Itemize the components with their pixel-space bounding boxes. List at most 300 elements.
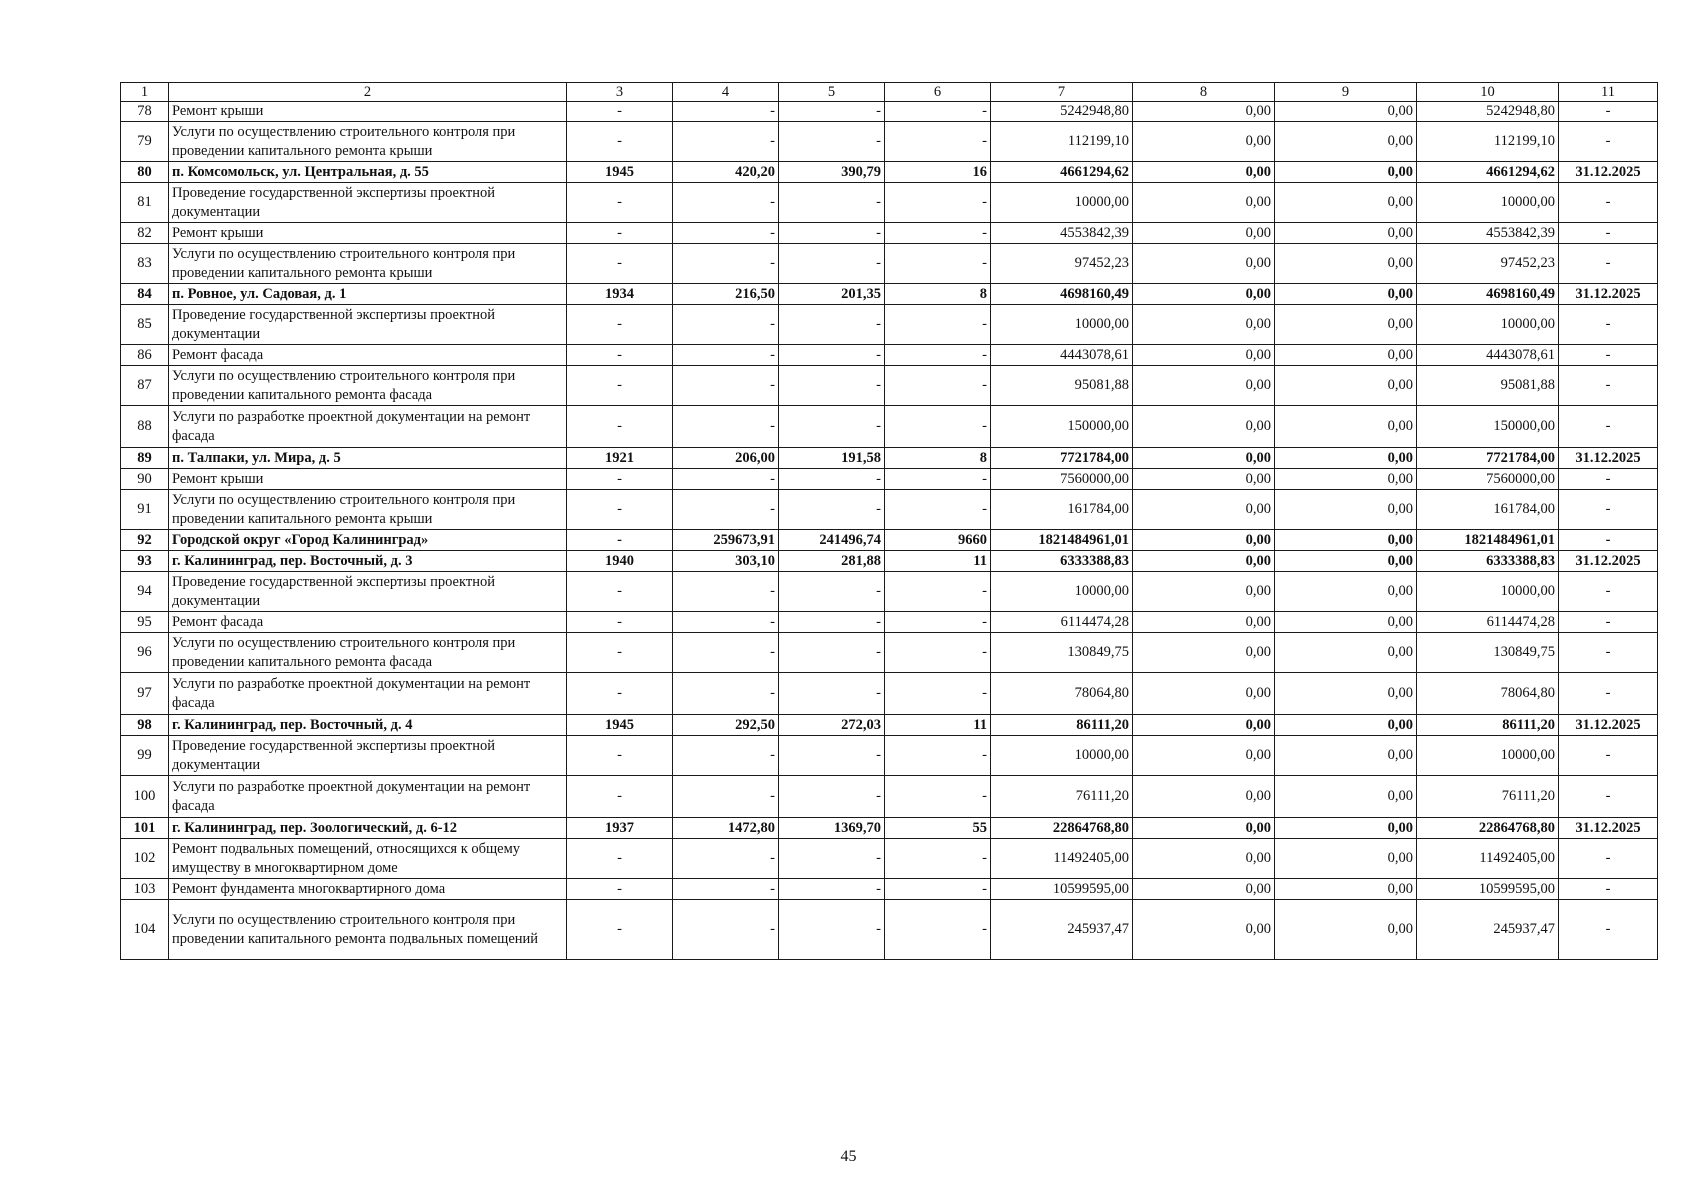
- work-item-row: [121, 673, 1658, 715]
- item-name: Ремонт подвальных помещений, относящихся к общему имуществу в многоквартирном доме: [169, 839, 567, 879]
- deadline-cell: -: [1559, 839, 1658, 879]
- fund-cost-cell: 10000,00: [1417, 305, 1559, 345]
- row-number: 82: [121, 223, 169, 244]
- area-living-cell: -: [779, 612, 885, 633]
- area-total-cell: -: [673, 345, 779, 366]
- year-cell: -: [567, 102, 673, 122]
- residents-cell: -: [885, 612, 991, 633]
- row-number: 79: [121, 122, 169, 162]
- deadline-cell: 31.12.2025: [1559, 162, 1658, 183]
- fund-cost-cell: 4661294,62: [1417, 162, 1559, 183]
- cost-col9-cell: 0,00: [1275, 305, 1417, 345]
- deadline-cell: 31.12.2025: [1559, 818, 1658, 839]
- item-name: Ремонт крыши: [169, 102, 567, 122]
- cost-col9-cell: 0,00: [1275, 572, 1417, 612]
- residents-cell: 8: [885, 448, 991, 469]
- column-header-4: 4: [673, 83, 779, 102]
- cost-col9-cell: 0,00: [1275, 839, 1417, 879]
- area-total-cell: -: [673, 673, 779, 715]
- area-living-cell: -: [779, 345, 885, 366]
- cost-col8-cell: 0,00: [1133, 183, 1275, 223]
- fund-cost-cell: 10000,00: [1417, 736, 1559, 776]
- fund-cost-cell: 6333388,83: [1417, 551, 1559, 572]
- row-number: 78: [121, 102, 169, 122]
- deadline-cell: -: [1559, 572, 1658, 612]
- deadline-cell: -: [1559, 244, 1658, 284]
- year-cell: -: [567, 572, 673, 612]
- residents-cell: -: [885, 406, 991, 448]
- fund-cost-cell: 150000,00: [1417, 406, 1559, 448]
- cost-col8-cell: 0,00: [1133, 122, 1275, 162]
- cost-col8-cell: 0,00: [1133, 633, 1275, 673]
- object-row: [121, 818, 1658, 839]
- area-living-cell: -: [779, 839, 885, 879]
- item-name: Услуги по осуществлению строительного контроля при проведении капитального ремонта крыши: [169, 244, 567, 284]
- cost-col9-cell: 0,00: [1275, 612, 1417, 633]
- fund-cost-cell: 4553842,39: [1417, 223, 1559, 244]
- fund-cost-cell: 5242948,80: [1417, 102, 1559, 122]
- total-cost-cell: 6333388,83: [991, 551, 1133, 572]
- total-cost-cell: 130849,75: [991, 633, 1133, 673]
- cost-col8-cell: 0,00: [1133, 776, 1275, 818]
- column-header-3: 3: [567, 83, 673, 102]
- row-number: 88: [121, 406, 169, 448]
- deadline-cell: -: [1559, 223, 1658, 244]
- item-name: Услуги по осуществлению строительного контроля при проведении капитального ремонта фасада: [169, 366, 567, 406]
- area-living-cell: 272,03: [779, 715, 885, 736]
- deadline-cell: -: [1559, 102, 1658, 122]
- residents-cell: -: [885, 633, 991, 673]
- total-cost-cell: 7560000,00: [991, 469, 1133, 490]
- residents-cell: 11: [885, 551, 991, 572]
- column-header-6: 6: [885, 83, 991, 102]
- row-number: 81: [121, 183, 169, 223]
- total-cost-cell: 112199,10: [991, 122, 1133, 162]
- deadline-cell: -: [1559, 612, 1658, 633]
- row-number: 103: [121, 879, 169, 900]
- area-total-cell: -: [673, 839, 779, 879]
- item-name: Проведение государственной экспертизы проектной документации: [169, 305, 567, 345]
- fund-cost-cell: 11492405,00: [1417, 839, 1559, 879]
- residents-cell: -: [885, 102, 991, 122]
- work-item-row: [121, 244, 1658, 284]
- row-number: 87: [121, 366, 169, 406]
- residents-cell: -: [885, 366, 991, 406]
- area-living-cell: -: [779, 900, 885, 960]
- residents-cell: -: [885, 122, 991, 162]
- area-living-cell: -: [779, 366, 885, 406]
- deadline-cell: -: [1559, 736, 1658, 776]
- residents-cell: 55: [885, 818, 991, 839]
- fund-cost-cell: 130849,75: [1417, 633, 1559, 673]
- area-total-cell: -: [673, 776, 779, 818]
- item-name: г. Калининград, пер. Зоологический, д. 6-12: [169, 818, 567, 839]
- item-name: Проведение государственной экспертизы проектной документации: [169, 572, 567, 612]
- year-cell: -: [567, 839, 673, 879]
- cost-col9-cell: 0,00: [1275, 469, 1417, 490]
- cost-col8-cell: 0,00: [1133, 900, 1275, 960]
- area-total-cell: -: [673, 183, 779, 223]
- total-cost-cell: 95081,88: [991, 366, 1133, 406]
- row-number: 85: [121, 305, 169, 345]
- cost-col9-cell: 0,00: [1275, 183, 1417, 223]
- deadline-cell: 31.12.2025: [1559, 284, 1658, 305]
- work-item-row: [121, 122, 1658, 162]
- deadline-cell: -: [1559, 469, 1658, 490]
- row-number: 92: [121, 530, 169, 551]
- item-name: Услуги по разработке проектной документации на ремонт фасада: [169, 406, 567, 448]
- item-name: Услуги по разработке проектной документации на ремонт фасада: [169, 673, 567, 715]
- object-row: [121, 551, 1658, 572]
- year-cell: -: [567, 345, 673, 366]
- residents-cell: -: [885, 469, 991, 490]
- fund-cost-cell: 4443078,61: [1417, 345, 1559, 366]
- deadline-cell: -: [1559, 633, 1658, 673]
- area-total-cell: -: [673, 244, 779, 284]
- total-cost-cell: 11492405,00: [991, 839, 1133, 879]
- residents-cell: 16: [885, 162, 991, 183]
- work-item-row: [121, 183, 1658, 223]
- residents-cell: -: [885, 305, 991, 345]
- table-body: [121, 102, 1658, 960]
- fund-cost-cell: 10000,00: [1417, 183, 1559, 223]
- item-name: Услуги по разработке проектной документации на ремонт фасада: [169, 776, 567, 818]
- work-item-row: [121, 366, 1658, 406]
- item-name: Услуги по осуществлению строительного контроля при проведении капитального ремонта крыши: [169, 122, 567, 162]
- work-item-row: [121, 879, 1658, 900]
- area-living-cell: -: [779, 183, 885, 223]
- residents-cell: -: [885, 223, 991, 244]
- year-cell: 1945: [567, 715, 673, 736]
- work-item-row: [121, 469, 1658, 490]
- cost-col8-cell: 0,00: [1133, 839, 1275, 879]
- total-cost-cell: 10000,00: [991, 736, 1133, 776]
- row-number: 90: [121, 469, 169, 490]
- deadline-cell: 31.12.2025: [1559, 551, 1658, 572]
- row-number: 96: [121, 633, 169, 673]
- area-living-cell: -: [779, 736, 885, 776]
- cost-col8-cell: 0,00: [1133, 284, 1275, 305]
- row-number: 94: [121, 572, 169, 612]
- residents-cell: -: [885, 776, 991, 818]
- cost-col8-cell: 0,00: [1133, 818, 1275, 839]
- year-cell: -: [567, 406, 673, 448]
- total-cost-cell: 97452,23: [991, 244, 1133, 284]
- cost-col9-cell: 0,00: [1275, 879, 1417, 900]
- deadline-cell: -: [1559, 490, 1658, 530]
- fund-cost-cell: 78064,80: [1417, 673, 1559, 715]
- deadline-cell: -: [1559, 183, 1658, 223]
- area-living-cell: -: [779, 223, 885, 244]
- fund-cost-cell: 7560000,00: [1417, 469, 1559, 490]
- cost-col9-cell: 0,00: [1275, 673, 1417, 715]
- item-name: Ремонт крыши: [169, 223, 567, 244]
- cost-col8-cell: 0,00: [1133, 490, 1275, 530]
- fund-cost-cell: 4698160,49: [1417, 284, 1559, 305]
- deadline-cell: 31.12.2025: [1559, 448, 1658, 469]
- work-item-row: [121, 776, 1658, 818]
- cost-col9-cell: 0,00: [1275, 900, 1417, 960]
- area-total-cell: 292,50: [673, 715, 779, 736]
- year-cell: -: [567, 490, 673, 530]
- cost-col8-cell: 0,00: [1133, 530, 1275, 551]
- residents-cell: -: [885, 839, 991, 879]
- area-total-cell: -: [673, 572, 779, 612]
- column-header-9: 9: [1275, 83, 1417, 102]
- cost-col9-cell: 0,00: [1275, 406, 1417, 448]
- cost-col8-cell: 0,00: [1133, 305, 1275, 345]
- year-cell: 1945: [567, 162, 673, 183]
- area-total-cell: -: [673, 612, 779, 633]
- item-name: Городской округ «Город Калининград»: [169, 530, 567, 551]
- cost-col9-cell: 0,00: [1275, 633, 1417, 673]
- area-living-cell: 390,79: [779, 162, 885, 183]
- cost-col9-cell: 0,00: [1275, 162, 1417, 183]
- residents-cell: -: [885, 244, 991, 284]
- work-item-row: [121, 572, 1658, 612]
- total-cost-cell: 10000,00: [991, 183, 1133, 223]
- row-number: 93: [121, 551, 169, 572]
- column-header-7: 7: [991, 83, 1133, 102]
- column-header-2: 2: [169, 83, 567, 102]
- total-cost-cell: 10000,00: [991, 572, 1133, 612]
- cost-col9-cell: 0,00: [1275, 366, 1417, 406]
- area-total-cell: -: [673, 633, 779, 673]
- row-number: 98: [121, 715, 169, 736]
- fund-cost-cell: 10000,00: [1417, 572, 1559, 612]
- area-total-cell: -: [673, 305, 779, 345]
- area-total-cell: -: [673, 406, 779, 448]
- area-total-cell: -: [673, 736, 779, 776]
- deadline-cell: -: [1559, 879, 1658, 900]
- area-total-cell: -: [673, 469, 779, 490]
- cost-col8-cell: 0,00: [1133, 162, 1275, 183]
- row-number: 100: [121, 776, 169, 818]
- residents-cell: -: [885, 572, 991, 612]
- year-cell: -: [567, 776, 673, 818]
- work-item-row: [121, 612, 1658, 633]
- capital-repair-table: [120, 82, 1658, 960]
- row-number: 83: [121, 244, 169, 284]
- year-cell: 1940: [567, 551, 673, 572]
- area-total-cell: -: [673, 102, 779, 122]
- area-living-cell: -: [779, 469, 885, 490]
- cost-col8-cell: 0,00: [1133, 406, 1275, 448]
- row-number: 91: [121, 490, 169, 530]
- work-item-row: [121, 839, 1658, 879]
- deadline-cell: -: [1559, 122, 1658, 162]
- year-cell: -: [567, 900, 673, 960]
- fund-cost-cell: 245937,47: [1417, 900, 1559, 960]
- area-living-cell: -: [779, 406, 885, 448]
- residents-cell: -: [885, 183, 991, 223]
- row-number: 95: [121, 612, 169, 633]
- fund-cost-cell: 161784,00: [1417, 490, 1559, 530]
- work-item-row: [121, 900, 1658, 960]
- item-name: Ремонт крыши: [169, 469, 567, 490]
- fund-cost-cell: 112199,10: [1417, 122, 1559, 162]
- column-header-5: 5: [779, 83, 885, 102]
- cost-col9-cell: 0,00: [1275, 776, 1417, 818]
- total-cost-cell: 6114474,28: [991, 612, 1133, 633]
- cost-col8-cell: 0,00: [1133, 612, 1275, 633]
- year-cell: 1937: [567, 818, 673, 839]
- year-cell: -: [567, 879, 673, 900]
- area-total-cell: 1472,80: [673, 818, 779, 839]
- item-name: Услуги по осуществлению строительного контроля при проведении капитального ремонта крыши: [169, 490, 567, 530]
- column-header-11: 11: [1559, 83, 1658, 102]
- item-name: Услуги по осуществлению строительного контроля при проведении капитального ремонта подвальных помещений: [169, 900, 567, 960]
- item-name: Проведение государственной экспертизы проектной документации: [169, 183, 567, 223]
- row-number: 99: [121, 736, 169, 776]
- residents-cell: -: [885, 490, 991, 530]
- area-living-cell: -: [779, 490, 885, 530]
- fund-cost-cell: 86111,20: [1417, 715, 1559, 736]
- row-number: 97: [121, 673, 169, 715]
- cost-col8-cell: 0,00: [1133, 572, 1275, 612]
- object-row: [121, 162, 1658, 183]
- area-total-cell: -: [673, 223, 779, 244]
- item-name: Ремонт фундамента многоквартирного дома: [169, 879, 567, 900]
- deadline-cell: -: [1559, 673, 1658, 715]
- deadline-cell: -: [1559, 406, 1658, 448]
- cost-col8-cell: 0,00: [1133, 223, 1275, 244]
- object-row: [121, 284, 1658, 305]
- fund-cost-cell: 6114474,28: [1417, 612, 1559, 633]
- total-cost-cell: 22864768,80: [991, 818, 1133, 839]
- row-number: 102: [121, 839, 169, 879]
- item-name: Услуги по осуществлению строительного контроля при проведении капитального ремонта фасада: [169, 633, 567, 673]
- cost-col8-cell: 0,00: [1133, 469, 1275, 490]
- cost-col8-cell: 0,00: [1133, 345, 1275, 366]
- total-cost-cell: 4443078,61: [991, 345, 1133, 366]
- deadline-cell: -: [1559, 776, 1658, 818]
- deadline-cell: 31.12.2025: [1559, 715, 1658, 736]
- cost-col9-cell: 0,00: [1275, 284, 1417, 305]
- cost-col9-cell: 0,00: [1275, 551, 1417, 572]
- year-cell: -: [567, 633, 673, 673]
- deadline-cell: -: [1559, 345, 1658, 366]
- fund-cost-cell: 97452,23: [1417, 244, 1559, 284]
- cost-col9-cell: 0,00: [1275, 715, 1417, 736]
- cost-col8-cell: 0,00: [1133, 673, 1275, 715]
- row-number: 86: [121, 345, 169, 366]
- cost-col8-cell: 0,00: [1133, 366, 1275, 406]
- area-total-cell: 216,50: [673, 284, 779, 305]
- cost-col9-cell: 0,00: [1275, 490, 1417, 530]
- cost-col9-cell: 0,00: [1275, 530, 1417, 551]
- cost-col8-cell: 0,00: [1133, 244, 1275, 284]
- total-cost-cell: 86111,20: [991, 715, 1133, 736]
- area-living-cell: -: [779, 633, 885, 673]
- residents-cell: -: [885, 879, 991, 900]
- cost-col9-cell: 0,00: [1275, 244, 1417, 284]
- column-header-10: 10: [1417, 83, 1559, 102]
- residents-cell: 9660: [885, 530, 991, 551]
- deadline-cell: -: [1559, 900, 1658, 960]
- object-row: [121, 448, 1658, 469]
- area-living-cell: -: [779, 102, 885, 122]
- year-cell: -: [567, 244, 673, 284]
- area-total-cell: 303,10: [673, 551, 779, 572]
- deadline-cell: -: [1559, 305, 1658, 345]
- cost-col9-cell: 0,00: [1275, 448, 1417, 469]
- area-living-cell: -: [779, 879, 885, 900]
- total-cost-cell: 5242948,80: [991, 102, 1133, 122]
- total-cost-cell: 7721784,00: [991, 448, 1133, 469]
- total-cost-cell: 161784,00: [991, 490, 1133, 530]
- cost-col9-cell: 0,00: [1275, 345, 1417, 366]
- row-number: 104: [121, 900, 169, 960]
- cost-col8-cell: 0,00: [1133, 448, 1275, 469]
- year-cell: -: [567, 366, 673, 406]
- work-item-row: [121, 102, 1658, 122]
- item-name: Ремонт фасада: [169, 345, 567, 366]
- area-living-cell: 281,88: [779, 551, 885, 572]
- year-cell: -: [567, 612, 673, 633]
- cost-col9-cell: 0,00: [1275, 736, 1417, 776]
- item-name: п. Талпаки, ул. Мира, д. 5: [169, 448, 567, 469]
- work-item-row: [121, 223, 1658, 244]
- column-number-row: [121, 83, 1658, 102]
- year-cell: -: [567, 736, 673, 776]
- cost-col8-cell: 0,00: [1133, 879, 1275, 900]
- deadline-cell: -: [1559, 530, 1658, 551]
- row-number: 89: [121, 448, 169, 469]
- work-item-row: [121, 736, 1658, 776]
- fund-cost-cell: 76111,20: [1417, 776, 1559, 818]
- item-name: Проведение государственной экспертизы проектной документации: [169, 736, 567, 776]
- row-number: 101: [121, 818, 169, 839]
- cost-col9-cell: 0,00: [1275, 122, 1417, 162]
- item-name: п. Ровное, ул. Садовая, д. 1: [169, 284, 567, 305]
- total-cost-cell: 245937,47: [991, 900, 1133, 960]
- fund-cost-cell: 1821484961,01: [1417, 530, 1559, 551]
- cost-col8-cell: 0,00: [1133, 715, 1275, 736]
- year-cell: -: [567, 305, 673, 345]
- year-cell: -: [567, 122, 673, 162]
- work-item-row: [121, 406, 1658, 448]
- object-row: [121, 715, 1658, 736]
- year-cell: 1921: [567, 448, 673, 469]
- deadline-cell: -: [1559, 366, 1658, 406]
- column-header-1: 1: [121, 83, 169, 102]
- total-cost-cell: 76111,20: [991, 776, 1133, 818]
- area-living-cell: -: [779, 244, 885, 284]
- area-total-cell: -: [673, 490, 779, 530]
- item-name: Ремонт фасада: [169, 612, 567, 633]
- residents-cell: -: [885, 345, 991, 366]
- work-item-row: [121, 490, 1658, 530]
- fund-cost-cell: 10599595,00: [1417, 879, 1559, 900]
- residents-cell: -: [885, 673, 991, 715]
- work-item-row: [121, 345, 1658, 366]
- area-living-cell: -: [779, 572, 885, 612]
- total-cost-cell: 4661294,62: [991, 162, 1133, 183]
- year-cell: -: [567, 530, 673, 551]
- total-cost-cell: 78064,80: [991, 673, 1133, 715]
- area-living-cell: -: [779, 673, 885, 715]
- area-living-cell: -: [779, 305, 885, 345]
- row-number: 84: [121, 284, 169, 305]
- year-cell: 1934: [567, 284, 673, 305]
- fund-cost-cell: 22864768,80: [1417, 818, 1559, 839]
- area-total-cell: 206,00: [673, 448, 779, 469]
- area-total-cell: -: [673, 900, 779, 960]
- area-living-cell: -: [779, 776, 885, 818]
- cost-col8-cell: 0,00: [1133, 102, 1275, 122]
- object-row: [121, 530, 1658, 551]
